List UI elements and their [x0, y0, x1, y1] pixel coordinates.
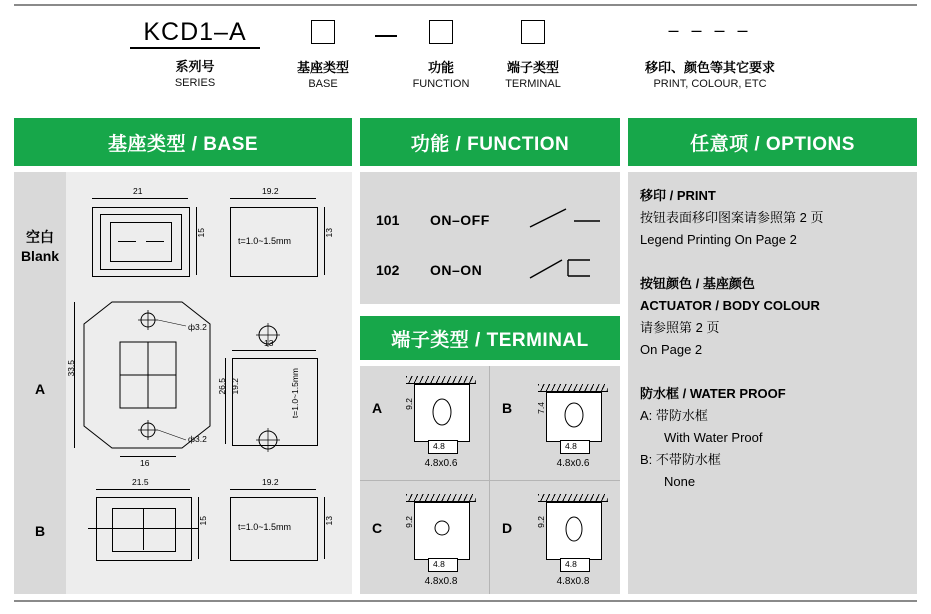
terminal-label-en: TERMINAL — [505, 78, 561, 90]
decoder-options — [590, 20, 830, 90]
options-waterproof-b-cn: B: 不带防水框 — [640, 452, 721, 467]
terminal-square-icon — [521, 20, 545, 44]
decoder-terminal — [478, 20, 588, 90]
base-row-label-blank: 空白 Blank — [20, 229, 60, 264]
decoder-base — [278, 20, 368, 90]
terminal-letter-b: B — [502, 400, 513, 416]
base-row-label-b: B — [34, 523, 46, 539]
options-colour-line2: On Page 2 — [640, 342, 703, 357]
dash-icon — [375, 24, 397, 37]
options-label-cn: 移印、颜色等其它要求 — [644, 60, 775, 75]
bottom-divider — [14, 600, 917, 602]
section-header-terminal: 端子类型 / TERMINAL — [360, 316, 620, 360]
options-waterproof-b-en: None — [664, 474, 696, 489]
section-header-function: 功能 / FUNCTION — [360, 118, 620, 166]
function-code-102: 102 — [376, 262, 400, 278]
top-divider — [14, 4, 917, 6]
terminal-caption-a: 4.8x0.6 — [424, 458, 458, 469]
options-waterproof-title: 防水框 / WATER PROOF — [640, 386, 786, 401]
datasheet-page: KCD1–A 系列号 SERIES 基座类型 BASE 功能 FUNCTION 端子类型 TERMINAL – – – – 移印、颜色等其它要求 PRINT, COLOUR, ETC 基座类型 / BASE 功能 / FUNCTION 端子类型 / TERMINAL 任意项 / OPTIONS 空白 Blank A B 21 15 19.2 13 t=1.0~1.5mm ф3.2 ф3.2 33.5 16 13 26.5 19.2 t=1.0~1.5mm 21.5 15 19.2 13 t=1.0~1.5mm 101 ON–OFF 102 ON–ON A 9.2 4.8 4.8x0.6 B 7.4 4.8 4.8x0.6 C 9.2 4.8 4.8x0.8 D 9.2 4.8 4.8x0.8 移印 / PRINT 按钮表面移印图案请参照第 2 页 Legend Printing On Page 2 按钮颜色 / 基座颜色 ACTUATOR / BODY COLOUR 请参照第 2 页 On Page 2 防水框 / WATER PROOF A: 带防水框 With Water Proof B: 不带防水框 None — [0, 0, 931, 614]
function-code-101: 101 — [376, 212, 400, 228]
part-number-decoder — [0, 10, 931, 102]
options-print-line1: 按钮表面移印图案请参照第 2 页 — [640, 210, 824, 225]
options-label-en: PRINT, COLOUR, ETC — [653, 78, 767, 90]
options-print-line2: Legend Printing On Page 2 — [640, 232, 797, 247]
section-header-options: 任意项 / OPTIONS — [628, 118, 917, 166]
terminal-caption-c: 4.8x0.8 — [424, 576, 458, 587]
function-name-102: ON–ON — [430, 262, 483, 278]
series-label-en: SERIES — [174, 77, 216, 89]
series-code: KCD1–A — [130, 18, 260, 49]
base-row-label-a: A — [34, 381, 46, 397]
function-symbol-on-off-icon — [528, 205, 618, 235]
terminal-horizontal-divider — [360, 480, 620, 481]
base-label-en: BASE — [308, 78, 338, 90]
terminal-letter-a: A — [372, 400, 383, 416]
options-colour-line1: 请参照第 2 页 — [640, 320, 720, 335]
dashes-icon: – – – – — [668, 20, 752, 40]
options-waterproof-a-en: With Water Proof — [664, 430, 763, 445]
terminal-letter-c: C — [372, 520, 383, 536]
base-label-cn: 基座类型 — [296, 60, 349, 75]
options-colour-title-cn: 按钮颜色 / 基座颜色 — [640, 276, 755, 291]
series-label-cn: 系列号 — [175, 59, 215, 74]
decoder-series — [130, 18, 260, 89]
base-a-hole2-icon — [253, 425, 283, 455]
function-name-101: ON–OFF — [430, 212, 490, 228]
base-square-icon — [311, 20, 335, 44]
function-symbol-on-on-icon — [528, 252, 618, 288]
terminal-label-cn: 端子类型 — [506, 60, 559, 75]
terminal-letter-d: D — [502, 520, 513, 536]
options-colour-title-en: ACTUATOR / BODY COLOUR — [640, 298, 820, 313]
function-square-icon — [429, 20, 453, 44]
options-waterproof-a-cn: A: 带防水框 — [640, 408, 708, 423]
terminal-caption-b: 4.8x0.6 — [556, 458, 590, 469]
function-label-cn: 功能 — [427, 60, 454, 75]
options-print-title: 移印 / PRINT — [640, 188, 716, 203]
section-header-base: 基座类型 / BASE — [14, 118, 352, 166]
base-a-hole-icon — [253, 320, 283, 350]
decoder-function — [396, 20, 486, 90]
terminal-caption-d: 4.8x0.8 — [556, 576, 590, 587]
function-label-en: FUNCTION — [412, 78, 470, 90]
